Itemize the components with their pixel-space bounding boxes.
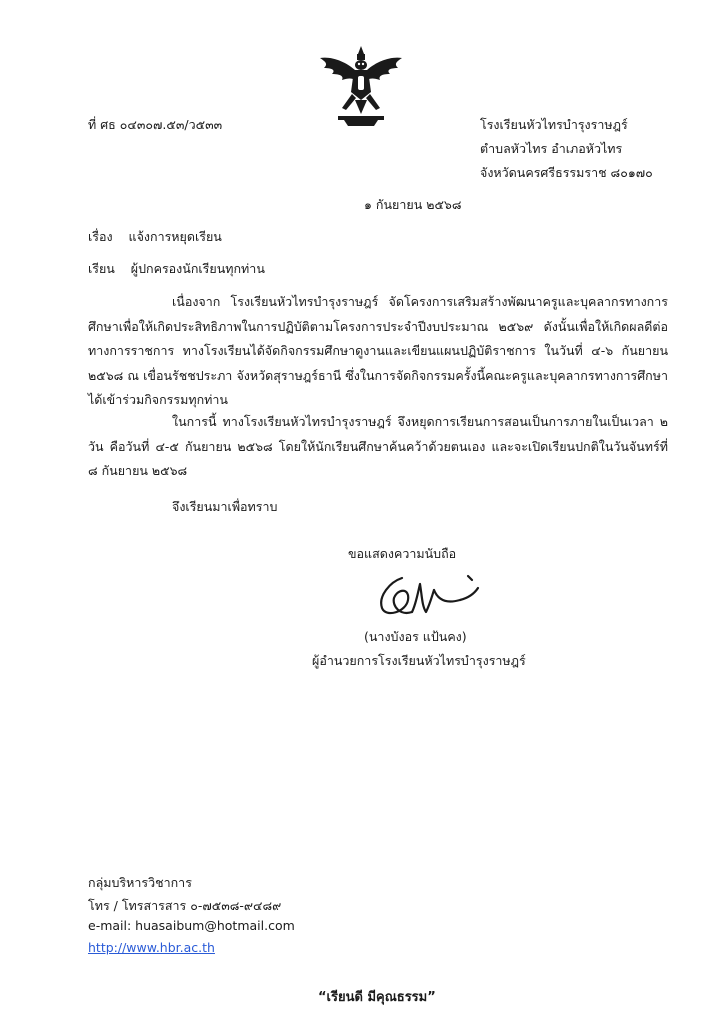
garuda-emblem-icon — [318, 44, 404, 128]
recipient-line — [88, 259, 265, 279]
footer-email: e-mail: huasaibum@hotmail.com — [88, 918, 295, 933]
sender-province: จังหวัดนครศรีธรรมราช ๘๐๑๗๐ — [480, 165, 653, 180]
footer-department: กลุ่มบริหารวิชาการ — [88, 875, 192, 890]
letter-date: ๑ กันยายน ๒๕๖๘ — [364, 197, 462, 212]
body-paragraph-2: ในการนี้ ทางโรงเรียนหัวไทรบำรุงราษฎร์ จึงหยุดการเรียนการสอนเป็นการภายในเป็นเวลา ๒ วัน คือวันที่ ๔-๕ กันยายน ๒๕๖๘ โดยให้นักเรียนศึกษาค้นคว้าด้วยตนเอง และจะเปิดเรียนปกติในวันจันทร์ที่ ๘ กันยายน ๒๕๖๘ — [88, 414, 668, 478]
footer-phone: โทร / โทรสารสาร ๐-๗๕๓๘-๙๔๘๙ — [88, 898, 282, 913]
signer-name: (นางบังอร แป้นคง) — [364, 629, 467, 644]
footer-website-link[interactable]: http://www.hbr.ac.th — [88, 940, 215, 955]
reference-number: ที่ ศธ ๐๔๓๐๗.๕๓/ว๕๓๓ — [88, 117, 223, 132]
subject-line — [88, 227, 222, 247]
closing-salutation: ขอแสดงความนับถือ — [348, 546, 457, 561]
subject-label: เรื่อง — [88, 229, 113, 244]
sender-subdistrict: ตำบลหัวไทร อำเภอหัวไทร — [480, 141, 623, 156]
sender-school-name: โรงเรียนหัวไทรบำรุงราษฎร์ — [480, 117, 628, 132]
body-paragraph-1: เนื่องจาก โรงเรียนหัวไทรบำรุงราษฎร์ จัดโครงการเสริมสร้างพัฒนาครูและบุคลากรทางการศึกษาเพื่อให้เกิดประสิทธิภาพในการปฏิบัติตามโครงการประจำปีงบประมาณ ๒๕๖๙ ดังนั้นเพื่อให้เกิดผลดีต่อทางการราชการ ทางโรงเรียนได้จัดกิจกรรมศึกษาดูงานและเขียนแผนปฏิบัติราชการ ในวันที่ ๔-๖ กันยายน ๒๕๖๘ ณ เขื่อนรัชชประภา จังหวัดสุราษฎร์ธานี ซึ่งในการจัดกิจกรรมครั้งนี้คณะครูและบุคลากรทางการศึกษาได้เข้าร่วมกิจกรรมทุกท่าน — [88, 294, 668, 407]
recipient-label: เรียน — [88, 261, 115, 276]
school-motto: “เรียนดี มีคุณธรรม” — [318, 990, 436, 1005]
signature-icon — [372, 566, 484, 624]
recipient-text: ผู้ปกครองนักเรียนทุกท่าน — [130, 261, 265, 276]
closing-request: จึงเรียนมาเพื่อทราบ — [172, 499, 278, 514]
signer-title: ผู้อำนวยการโรงเรียนหัวไทรบำรุงราษฎร์ — [312, 653, 526, 668]
subject-text: แจ้งการหยุดเรียน — [128, 229, 222, 244]
